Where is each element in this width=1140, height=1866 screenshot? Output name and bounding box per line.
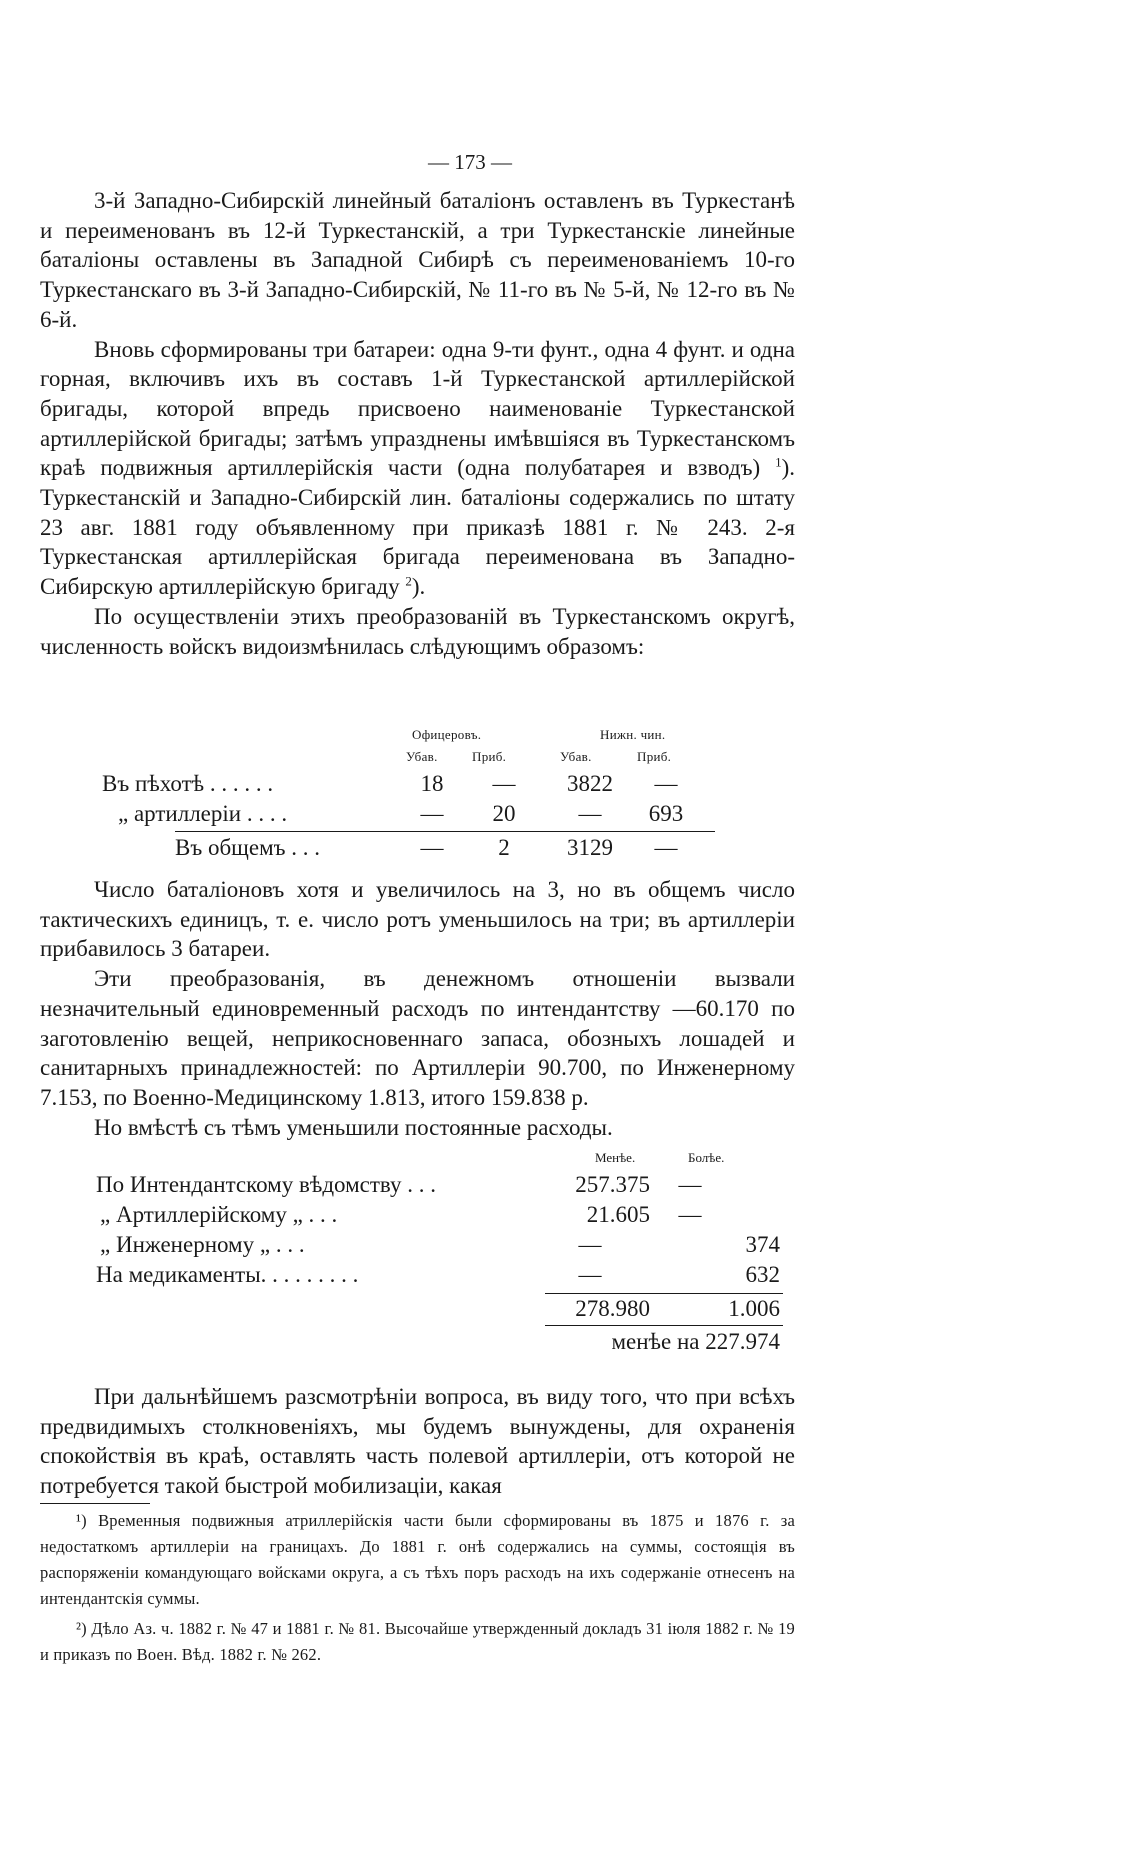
row-label: „ Инженерному „ . . . — [100, 1232, 305, 1257]
header-more: Болѣе. — [688, 1150, 725, 1165]
cell: — — [578, 801, 602, 826]
cell: — — [578, 1262, 602, 1287]
table-row — [40, 1260, 795, 1290]
cell: 3822 — [567, 771, 613, 796]
row-label: Въ пѣхотѣ . . . . . . — [102, 771, 274, 796]
body-text-bottom — [40, 1382, 795, 1501]
footnote-ref-2: 2 — [405, 573, 412, 589]
footnotes — [40, 1508, 795, 1668]
paragraph-3: По осуществленіи этихъ преобразованій въ Туркестанскомъ округѣ, численность войскъ видоизмѣнилась слѣдующимъ образомъ: — [40, 603, 795, 659]
cell: — — [678, 1202, 702, 1227]
cell: — — [678, 1172, 702, 1197]
cell: 374 — [745, 1232, 780, 1257]
cell: 632 — [745, 1262, 780, 1287]
subheader-1: Убав. — [406, 749, 438, 764]
header-officers: Офицеровъ. — [412, 727, 482, 742]
cell: — — [492, 771, 516, 796]
cell: 20 — [492, 801, 516, 826]
paragraph-2-text: Вновь сформированы три батареи: одна 9-ти фунт., одна 4 фунт. и одна горная, включивъ ихъ въ составъ 1-й Туркестанской артиллерійской бригады, которой впредь присвоено наименованіе Туркестанской артиллерійской бригады; затѣмъ упразднены имѣвшіяся въ Туркестанскомъ краѣ подвижныя артиллерійскія части (одна полубатарея и взводъ) — [40, 336, 795, 481]
table-row — [40, 1200, 795, 1230]
paragraph-2-text-c: ). — [411, 574, 426, 600]
row-label: По Интендантскому вѣдомству . . . — [96, 1172, 436, 1197]
paragraph-2 — [40, 335, 795, 602]
table-row-totals — [40, 1294, 795, 1324]
paragraph-1: 3-й Западно-Сибирскій линейный баталіонъ оставленъ въ Туркестанѣ и переименованъ въ 12-й Туркестанскій, а три Туркестанскіе линейные баталіоны оставлены въ Западной Сибирѣ съ переименованіемъ 10-го Туркестанскаго въ 3-й Западно-Сибирскій, № 11-го въ № 5-й, № 12-го въ № 6-й. — [40, 188, 795, 332]
difference: менѣе на 227.974 — [611, 1329, 780, 1354]
row-label: „ Артиллерійскому „ . . . — [100, 1202, 338, 1227]
table-row — [40, 799, 795, 829]
table-row-total — [40, 833, 795, 863]
paragraph-4: Число баталіоновъ хотя и увеличилось на 3, но въ общемъ число тактическихъ единицъ, т. е. число ротъ уменьшилось на три; въ артиллеріи прибавилось 3 батареи. — [40, 877, 795, 962]
cell: 18 — [420, 771, 444, 796]
cell: — — [420, 835, 444, 860]
row-label: На медикаменты. . . . . . . . . — [96, 1262, 359, 1287]
subheader-4: Приб. — [637, 749, 672, 764]
table-row-difference — [40, 1327, 795, 1357]
cell: 21.605 — [586, 1202, 650, 1227]
body-text-top — [40, 186, 795, 661]
paragraph-6: Но вмѣстѣ съ тѣмъ уменьшили постоянные расходы. — [94, 1114, 613, 1140]
row-label: Въ общемъ . . . — [175, 835, 321, 860]
footnote-2: ²) Дѣло Аз. ч. 1882 г. № 47 и 1881 г. № 81. Высочайше утвержденный докладъ 31 іюля 1882 г. № 19 и приказъ по Воен. Вѣд. 1882 г. № 262. — [40, 1619, 795, 1664]
total-more: 1.006 — [728, 1296, 780, 1321]
paragraph-2-text-b: ). Туркестанскій и Западно-Сибирскій лин. баталіоны содержались по штату 23 авг. 1881 году объявленному при приказѣ 1881 г. № 243. 2-я Туркестанская артиллерійская бригада переименована въ Западно-Сибирскую артиллерійскую бригаду — [40, 455, 796, 600]
cell: — — [654, 835, 678, 860]
table-row — [40, 769, 795, 799]
table-rule — [175, 831, 715, 832]
paragraph-5: Эти преобразованія, въ денежномъ отношеніи вызвали незначительный единовременный расходъ по интендантству —60.170 по заготовленію вещей, неприкосновеннаго запаса, обозныхъ лошадей и санитарныхъ принадлежностей: по Артиллеріи 90.700, по Инженерному 7.153, по Военно-Медицинскому 1.813, итого 159.838 р. — [40, 966, 795, 1110]
cell: 693 — [648, 801, 684, 826]
cell: — — [654, 771, 678, 796]
header-lower-ranks: Нижн. чин. — [600, 727, 666, 742]
cell: — — [420, 801, 444, 826]
paragraph-7: При дальнѣйшемъ разсмотрѣніи вопроса, въ виду того, что при всѣхъ предвидимыхъ столкновеніяхъ, мы будемъ вынуждены, для охраненія спокойствія въ краѣ, оставлять часть полевой артиллеріи, отъ которой не потребуется такой быстрой мобилизаціи, какая — [40, 1384, 795, 1499]
subheader-3: Убав. — [560, 749, 592, 764]
total-less: 278.980 — [575, 1296, 650, 1321]
footnote-separator — [40, 1503, 150, 1504]
cell: 257.375 — [575, 1172, 650, 1197]
cell: 3129 — [567, 835, 613, 860]
table-row — [40, 1170, 795, 1200]
footnote-1: ¹) Временныя подвижныя атриллерійскія части были сформированы въ 1875 и 1876 г. за недостаткомъ артиллеріи на границахъ. До 1881 г. онѣ содержались на суммы, состоящія въ распоряженіи командующаго войсками округа, а съ тѣхъ поръ расходъ на ихъ содержаніе отнесенъ на интендантскія суммы. — [40, 1511, 795, 1608]
row-label: „ артиллеріи . . . . — [118, 801, 288, 826]
body-text-middle — [40, 875, 795, 1142]
subheader-2: Приб. — [472, 749, 507, 764]
header-less: Менѣе. — [595, 1150, 636, 1165]
table-rule — [545, 1325, 783, 1326]
cell: — — [578, 1232, 602, 1257]
page-number: — 173 — — [428, 150, 512, 174]
table-row — [40, 1230, 795, 1260]
cell: 2 — [498, 835, 510, 860]
footnote-ref-1: 1 — [775, 454, 782, 470]
